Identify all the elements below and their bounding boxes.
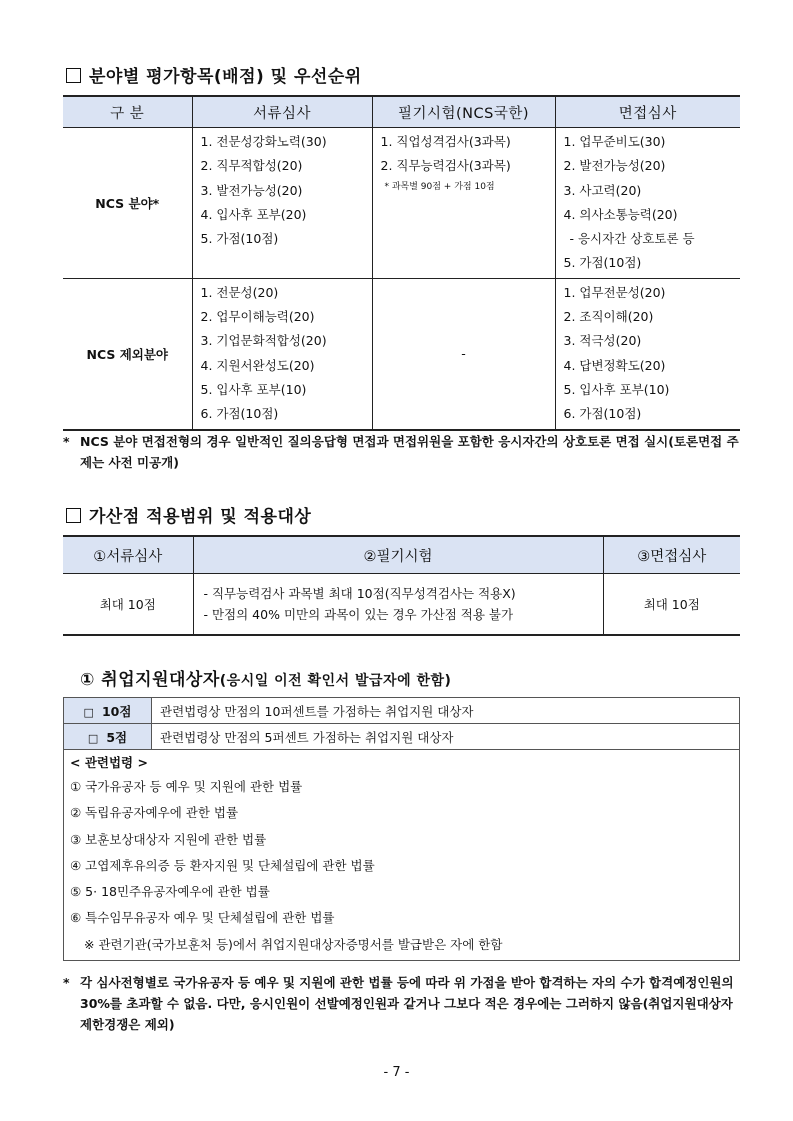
list-item: 3. 사고력(20) [563,182,642,198]
list-item: 4. 입사후 포부(20) [200,206,307,222]
header-written-exam: ②필기시험 [193,536,603,574]
bonus-points-table [63,535,740,636]
list-item: 1. 직업성격검사(3과목) [380,134,511,149]
written-items-ncs [372,128,555,279]
header-document-review: ①서류심사 [63,536,193,574]
section2-title-text: 가산점 적용범위 및 적용대상 [89,507,312,527]
list-item: 4. 지원서완성도(20) [200,357,315,373]
row-label-5 [64,724,152,750]
list-item: ③ 보훈보상대상자 지원에 관한 법률 [70,831,267,847]
footnote-text: 각 심사전형별로 국가유공자 등 예우 및 지원에 관한 법률 등에 따라 위 가점을 받아 합격하는 자의 수가 합격예정인원의 30%를 초과할 수 없음. 다만, 응시인원이 선발예정인원과 같거나 그보다 적은 경우에는 그러하지 않음(취업지원대상자 제한경쟁은 제외) [80,975,734,1032]
written-bonus-rules [193,574,603,636]
square-bullet-icon: □ [87,731,99,745]
header-document-review: 서류심사 [192,96,372,128]
row-label-text: 5점 [106,729,128,745]
written-note: * 과목별 90점 + 가점 10점 [384,181,495,192]
page-number: - 7 - [383,1065,410,1080]
interview-bonus-value: 최대 10점 [603,574,740,636]
employment-support-table [63,697,740,961]
table-row [64,750,740,961]
list-item: 4. 답변정확도(20) [563,357,666,373]
list-item: 3. 기업문화적합성(20) [200,333,327,349]
section1-footnote [63,431,743,473]
doc-items-non-ncs [192,278,372,429]
list-item: 1. 전문성(20) [200,284,279,300]
section1-title-text: 분야별 평가항목(배점) 및 우선순위 [89,67,362,87]
section3-title-text: ① 취업지원대상자 [80,670,220,690]
list-item: ④ 고엽제후유의증 등 환자지원 및 단체설립에 관한 법률 [70,857,375,873]
list-item: 2. 조직이해(20) [563,309,654,325]
written-dash: - [372,278,555,429]
list-item: 2. 직무적합성(20) [200,158,303,174]
row-label-text: 10점 [101,703,132,719]
list-item: 5. 입사후 포부(10) [200,381,307,397]
list-item: - 직무능력검사 과목별 최대 10점(직무성격검사는 적용X) [203,586,516,601]
row-desc-5: 관련법령상 만점의 5퍼센트 가점하는 취업지원 대상자 [152,724,740,750]
interview-items-ncs [555,128,740,279]
row-label-non-ncs: NCS 제외분야 [86,346,169,362]
row-label-10 [64,698,152,724]
row-label-ncs: NCS 분야* [63,128,192,279]
list-item: 5. 가점(10점) [563,255,642,271]
header-interview: ③면접심사 [603,536,740,574]
section1-title [66,62,362,87]
table-row [64,698,740,724]
doc-items-ncs [192,128,372,279]
list-item: ⑤ 5· 18민주유공자예우에 관한 법률 [70,884,270,900]
list-item: - 응시자간 상호토론 등 [569,231,695,247]
list-item: ② 독립유공자예우에 관한 법률 [70,805,239,821]
list-item: 5. 가점(10점) [200,231,279,247]
square-bullet-icon: □ [83,705,94,719]
laws-header: < 관련법령 > [70,755,148,770]
list-item: 2. 발전가능성(20) [563,158,666,174]
table-row [63,128,740,279]
list-item: ① 국가유공자 등 예우 및 지원에 관한 법률 [70,779,303,794]
list-item: 2. 직무능력검사(3과목) [380,158,511,174]
row-desc-10: 관련법령상 만점의 10퍼센트를 가점하는 취업지원 대상자 [152,698,740,724]
checkbox-square-icon [66,68,81,83]
footnote-text: NCS 분야 면접전형의 경우 일반적인 질의응답형 면접과 면접위원을 포함한 응시자간의 상호토론 면접 실시(토론면접 주제는 사전 미공개) [80,434,739,470]
footnote-star: * [63,434,70,449]
list-item: 1. 업무전문성(20) [563,284,666,300]
table-row [63,278,740,429]
section2-title [66,502,311,527]
list-item: - 만점의 40% 미만의 과목이 있는 경우 가산점 적용 불가 [203,607,514,622]
header-written-exam: 필기시험(NCS국한) [372,96,555,128]
list-item: 1. 전문성강화노력(30) [200,134,327,149]
footnote-star: * [63,975,70,990]
interview-items-non-ncs [555,278,740,429]
list-item: 1. 업무준비도(30) [563,134,666,149]
section3-title [80,665,451,690]
doc-bonus-value: 최대 10점 [99,597,156,612]
header-category: 구 분 [63,96,192,128]
list-item: ⑥ 특수임무유공자 예우 및 단체설립에 관한 법률 [70,910,335,926]
evaluation-table [63,95,740,431]
checkbox-square-icon [66,508,81,523]
list-item: 5. 입사후 포부(10) [563,381,670,397]
table-row [64,724,740,750]
list-item: 3. 발전가능성(20) [200,182,303,198]
list-item: 6. 가점(10점) [200,406,279,422]
table-row [63,574,740,636]
list-item: 6. 가점(10점) [563,406,642,422]
list-item: 4. 의사소통능력(20) [563,206,678,222]
laws-note: ※ 관련기관(국가보훈처 등)에서 취업지원대상자증명서를 발급받은 자에 한함 [84,936,503,952]
list-item: 3. 적극성(20) [563,333,642,349]
section3-title-sub: (응시일 이전 확인서 발급자에 한함) [219,673,452,689]
section3-footnote [63,972,743,1035]
related-laws-box [64,750,740,961]
list-item: 2. 업무이해능력(20) [200,309,315,325]
header-interview: 면접심사 [555,96,740,128]
